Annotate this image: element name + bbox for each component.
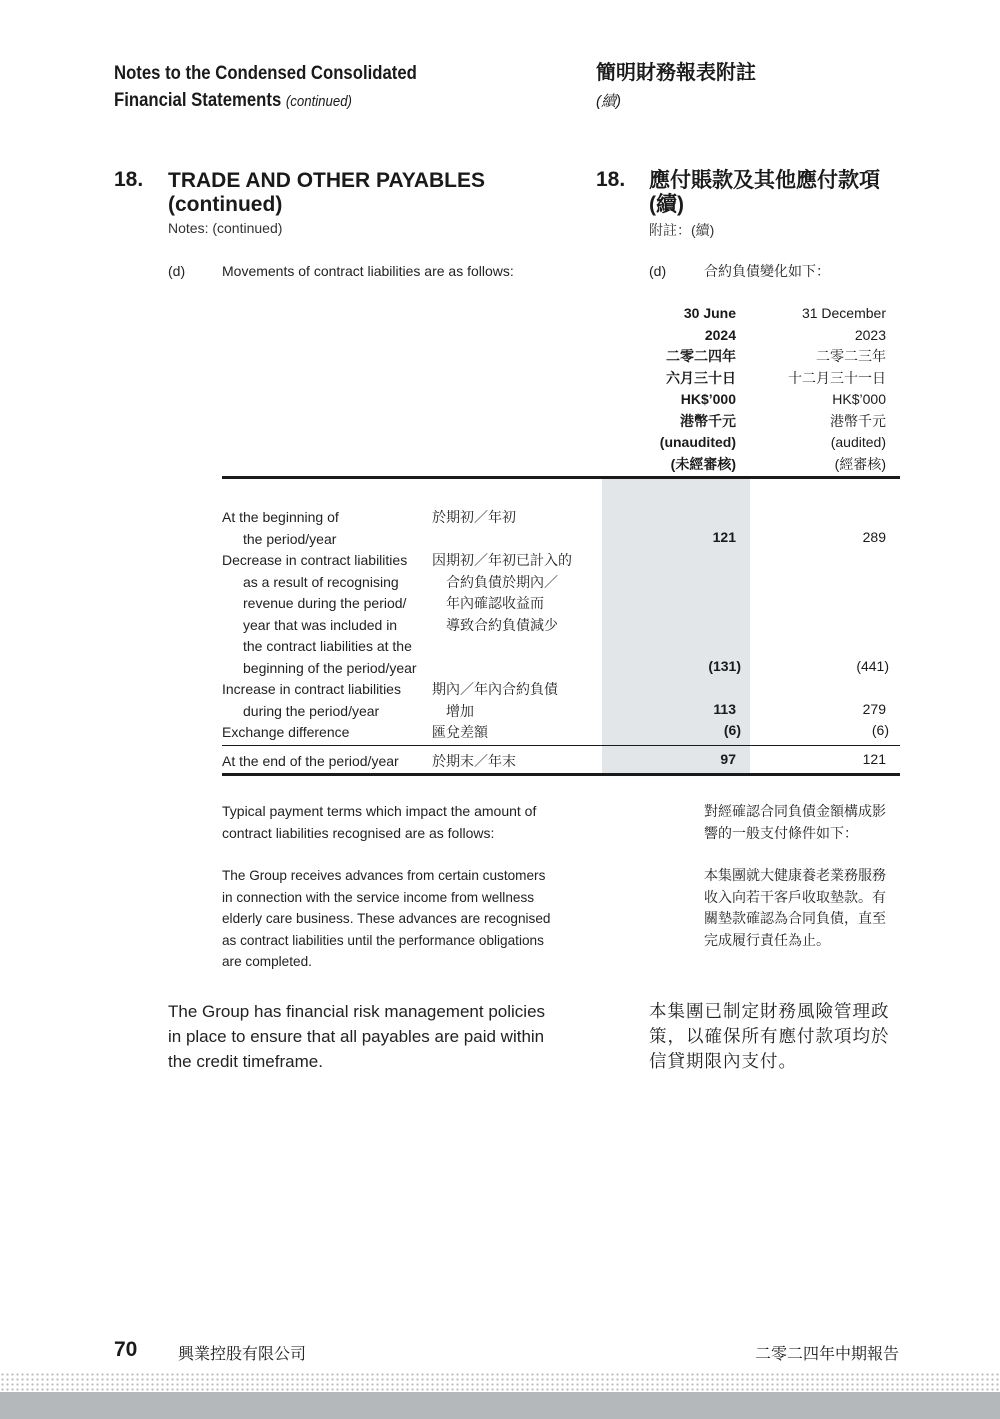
item-d-text-zh: 合約負債變化如下： <box>704 263 830 279</box>
table-row-label-zh: 因期初／年初已計入的 合約負債於期內／ 年內確認收益而 導致合約負債減少 <box>432 552 572 633</box>
header-title-zh: 簡明財務報表附註 <box>596 62 756 84</box>
section-title-en: TRADE AND OTHER PAYABLES (continued) <box>168 169 485 216</box>
column-header-current: 30 June 2024 二零二四年 六月三十日 HK$’000 港幣千元 (unaudited) (未經審核) <box>659 305 736 472</box>
header-continued-zh: (續) <box>596 93 621 110</box>
table-cell-current: (131) <box>708 658 741 674</box>
table-cell-prior: 289 <box>862 529 886 545</box>
table-row-label-zh: 匯兌差額 <box>432 724 488 740</box>
table-row-label-zh: 期內／年內合約負債 增加 <box>432 681 558 719</box>
item-d-label-zh: (d) <box>649 263 667 279</box>
table-row-label-en: At the end of the period/year <box>222 753 399 769</box>
table-top-rule <box>222 476 900 479</box>
column-header-prior: 31 December 2023 二零二三年 十二月三十一日 HK$’000 港幣千元 (audited) (經審核) <box>788 305 886 472</box>
notes-label-zh: 附註：(續) <box>649 222 715 238</box>
footer-band <box>0 1392 1000 1419</box>
header-continued: (continued) <box>285 93 352 110</box>
table-subtotal-rule <box>222 745 900 746</box>
page-number: 70 <box>114 1338 138 1361</box>
table-cell-current: (6) <box>723 722 741 738</box>
section-number-zh: 18. <box>596 168 626 191</box>
table-bottom-rule <box>222 773 900 776</box>
table-row-label-zh: 於期末／年末 <box>432 753 516 769</box>
company-name: 興業控股有限公司 <box>178 1346 307 1363</box>
header-line-2: Financial Statements (continued) <box>114 90 352 111</box>
table-row-label-en: Increase in contract liabilities during the period/year <box>222 681 401 719</box>
section-title-zh: 應付賬款及其他應付款項 (續) <box>649 169 880 216</box>
table-row-label-en: Exchange difference <box>222 724 350 740</box>
payment-terms-body-en: The Group receives advances from certain customers in connection with the service income from wellness elderly care business. These advances are recognised as contract liabilities until the performance obligations are completed. <box>222 868 551 969</box>
table-cell-prior: 279 <box>862 701 886 717</box>
risk-policy-zh: 本集團已制定財務風險管理政 策，以確保所有應付款項均於 信貸期限內支付。 <box>649 1001 890 1071</box>
notes-label-en: Notes: (continued) <box>168 220 283 236</box>
header-line-1: Notes to the Condensed Consolidated <box>114 63 417 84</box>
risk-policy-en: The Group has financial risk management policies in place to ensure that all payables are paid within the credit timeframe. <box>168 1002 546 1071</box>
payment-terms-body-zh: 本集團就大健康養老業務服務 收入向若干客戶收取墊款。有 關墊款確認為合同負債，直至 完成履行責任為止。 <box>704 867 886 948</box>
report-name: 二零二四年中期報告 <box>754 1346 899 1363</box>
section-number-en: 18. <box>114 168 144 191</box>
header-title-en <box>114 60 417 115</box>
payment-terms-intro-zh: 對經確認合同負債金額構成影 響的一般支付條件如下： <box>704 803 886 841</box>
table-row-label-en: Decrease in contract liabilities as a result of recognising revenue during the period/ year that was included in the contract liabilities at the beginning of the period/year <box>222 552 417 676</box>
item-d-text-en: Movements of contract liabilities are as follows: <box>222 263 514 279</box>
table-row-label-en: At the beginning of the period/year <box>222 509 339 547</box>
table-cell-prior: 121 <box>862 751 886 767</box>
table-row-label-zh: 於期初／年初 <box>432 509 516 525</box>
table-cell-current: 97 <box>720 751 736 767</box>
table-cell-current: 113 <box>713 701 736 717</box>
payment-terms-intro-en: Typical payment terms which impact the amount of contract liabilities recognised are as follows: <box>222 803 537 841</box>
item-d-label-en: (d) <box>168 263 186 279</box>
table-cell-current: 121 <box>712 529 736 545</box>
table-cell-prior: (441) <box>856 658 889 674</box>
table-cell-prior: (6) <box>871 722 889 738</box>
footer-dot-pattern <box>0 1372 1000 1392</box>
